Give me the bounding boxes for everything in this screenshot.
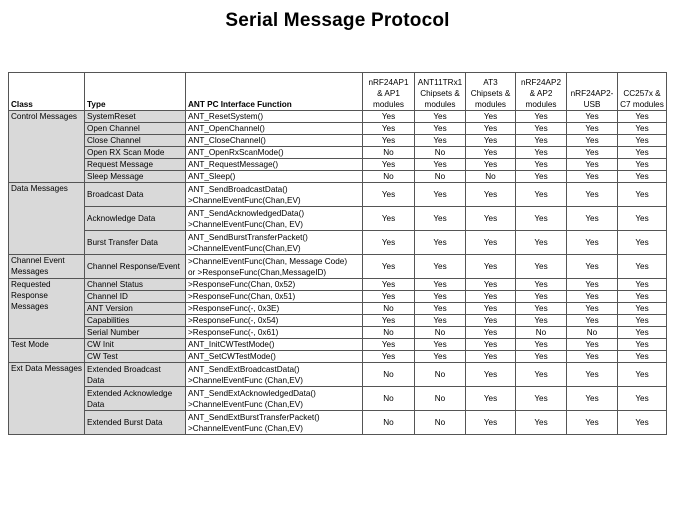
function-line: ANT_SendExtBurstTransferPacket() [188,412,320,422]
function-line: ANT_ResetSystem() [188,112,264,121]
support-cell: Yes [466,123,516,135]
table-row [9,147,667,159]
table-row [9,315,667,327]
type-line: Extended Broadcast [87,364,161,374]
support-cell: Yes [466,183,516,207]
table-row [9,279,667,291]
support-cell: Yes [516,339,567,351]
function-cell [186,159,363,171]
type-cell: Channel Status [85,279,186,291]
function-cell [186,291,363,303]
class-cell: Requested Response Messages [9,279,85,339]
support-cell: Yes [415,255,466,279]
table-row [9,183,667,207]
support-cell: Yes [516,279,567,291]
function-cell [186,315,363,327]
support-cell: Yes [466,327,516,339]
support-cell: Yes [516,231,567,255]
support-cell: Yes [466,387,516,411]
support-cell: No [363,327,415,339]
support-cell: No [415,171,466,183]
support-cell: Yes [618,363,667,387]
type-cell: Request Message [85,159,186,171]
function-line: >ChannelEventFunc (Chan,EV) [188,423,303,433]
function-line: >ChannelEventFunc(Chan, EV) [188,219,303,229]
support-cell: Yes [516,135,567,147]
function-line: ANT_OpenRxScanMode() [188,148,284,157]
support-cell: Yes [618,183,667,207]
support-cell: No [466,171,516,183]
type-cell: Open RX Scan Mode [85,147,186,159]
function-line: >ResponseFunc(Chan, 0x52) [188,280,296,289]
class-cell: Data Messages [9,183,85,255]
function-line: or >ResponseFunc(Chan,MessageID) [188,267,327,277]
support-cell: Yes [466,207,516,231]
table-row [9,123,667,135]
table-row [9,351,667,363]
support-cell: No [363,303,415,315]
table-row [9,327,667,339]
support-cell: Yes [466,351,516,363]
support-cell: Yes [618,315,667,327]
support-cell: Yes [415,351,466,363]
function-cell [186,123,363,135]
support-cell: Yes [567,315,618,327]
class-cell: Ext Data Messages [9,363,85,435]
type-cell: Acknowledge Data [85,207,186,231]
header-module: ANT11TRx1 Chipsets & modules [415,73,466,111]
support-cell: Yes [567,387,618,411]
support-cell: Yes [363,111,415,123]
function-line: >ChannelEventFunc(Chan, Message Code) [188,256,348,266]
support-cell: Yes [516,303,567,315]
header-module: nRF24AP2 & AP2 modules [516,73,567,111]
function-line: >ResponseFunc(-, 0x54) [188,316,279,325]
support-cell: Yes [466,147,516,159]
support-cell: Yes [363,315,415,327]
support-cell: No [415,363,466,387]
table-row [9,171,667,183]
support-cell: Yes [466,111,516,123]
table-row [9,387,667,411]
support-cell: Yes [516,171,567,183]
support-cell: Yes [466,315,516,327]
support-cell: Yes [415,315,466,327]
support-cell: Yes [415,159,466,171]
function-line: >ResponseFunc(Chan, 0x51) [188,292,296,301]
type-cell: CW Init [85,339,186,351]
type-line: Data [87,375,105,385]
support-cell: Yes [466,231,516,255]
table-row [9,207,667,231]
function-line: >ResponseFunc(-, 0x61) [188,328,279,337]
function-line: >ChannelEventFunc(Chan,EV) [188,243,301,253]
support-cell: Yes [516,207,567,231]
support-cell: Yes [363,339,415,351]
support-cell: Yes [415,303,466,315]
support-cell: Yes [618,207,667,231]
support-cell: Yes [567,147,618,159]
function-cell [186,135,363,147]
support-cell: Yes [415,123,466,135]
header-row [9,73,667,111]
support-cell: Yes [618,231,667,255]
header-type: Type [85,73,186,111]
support-cell: Yes [567,363,618,387]
table-row [9,255,667,279]
support-cell: Yes [363,231,415,255]
header-module: CC257x & C7 modules [618,73,667,111]
support-cell: Yes [516,411,567,435]
type-cell: CW Test [85,351,186,363]
support-cell: Yes [415,183,466,207]
class-cell: Channel Event Messages [9,255,85,279]
support-cell: No [415,327,466,339]
support-cell: Yes [567,279,618,291]
support-cell: No [415,387,466,411]
function-line: ANT_SendAcknowledgedData() [188,208,305,218]
support-cell: No [363,171,415,183]
function-line: ANT_SendBurstTransferPacket() [188,232,308,242]
support-cell: Yes [363,207,415,231]
support-cell: Yes [466,135,516,147]
function-line: ANT_InitCWTestMode() [188,340,275,349]
function-cell [186,231,363,255]
support-cell: Yes [516,159,567,171]
function-line: ANT_CloseChannel() [188,136,266,145]
support-cell: Yes [363,123,415,135]
header-module: nRF24AP1 & AP1 modules [363,73,415,111]
support-cell: Yes [516,183,567,207]
support-cell: Yes [618,255,667,279]
table-row [9,159,667,171]
support-cell: Yes [516,123,567,135]
table-row [9,303,667,315]
support-cell: Yes [567,291,618,303]
class-cell: Control Messages [9,111,85,183]
function-line: >ChannelEventFunc (Chan,EV) [188,375,303,385]
support-cell: Yes [618,339,667,351]
function-line: ANT_SendExtBroadcastData() [188,364,300,374]
table-row [9,411,667,435]
function-line: ANT_SendExtAcknowledgedData() [188,388,316,398]
support-cell: Yes [618,411,667,435]
table-row [9,339,667,351]
support-cell: Yes [363,351,415,363]
support-cell: Yes [516,291,567,303]
support-cell: No [415,411,466,435]
function-cell [186,111,363,123]
support-cell: Yes [516,387,567,411]
table-row [9,363,667,387]
type-cell: Broadcast Data [85,183,186,207]
support-cell: Yes [363,183,415,207]
support-cell: No [363,147,415,159]
support-cell: Yes [516,111,567,123]
protocol-table [8,72,667,435]
support-cell: Yes [516,147,567,159]
function-cell [186,207,363,231]
support-cell: Yes [618,387,667,411]
support-cell: Yes [363,255,415,279]
type-cell [85,387,186,411]
function-cell [186,279,363,291]
function-line: ANT_OpenChannel() [188,124,265,133]
function-line: >ResponseFunc(-, 0x3E) [188,304,280,313]
support-cell: Yes [618,123,667,135]
function-cell [186,387,363,411]
function-cell [186,183,363,207]
support-cell: Yes [567,183,618,207]
support-cell: Yes [415,111,466,123]
type-cell: Channel ID [85,291,186,303]
support-cell: Yes [415,339,466,351]
header-module: AT3 Chipsets & modules [466,73,516,111]
function-cell [186,351,363,363]
function-line: ANT_SetCWTestMode() [188,352,276,361]
support-cell: Yes [618,147,667,159]
header-class: Class [9,73,85,111]
support-cell: Yes [466,291,516,303]
support-cell: Yes [567,171,618,183]
support-cell: Yes [618,279,667,291]
support-cell: Yes [567,159,618,171]
support-cell: No [415,147,466,159]
type-cell: ANT Version [85,303,186,315]
type-cell [85,363,186,387]
support-cell: Yes [567,351,618,363]
support-cell: Yes [516,315,567,327]
type-cell: Sleep Message [85,171,186,183]
support-cell: Yes [618,111,667,123]
type-cell: Channel Response/Event [85,255,186,279]
support-cell: Yes [567,255,618,279]
support-cell: Yes [466,363,516,387]
table-row [9,291,667,303]
function-line: ANT_SendBroadcastData() [188,184,288,194]
function-line: >ChannelEventFunc(Chan,EV) [188,195,301,205]
function-cell [186,339,363,351]
type-line: Extended Acknowledge [87,388,173,398]
support-cell: No [516,327,567,339]
support-cell: Yes [567,339,618,351]
type-cell: Close Channel [85,135,186,147]
support-cell: Yes [363,279,415,291]
support-cell: Yes [567,111,618,123]
function-line: ANT_RequestMessage() [188,160,279,169]
support-cell: Yes [415,279,466,291]
header-module: nRF24AP2-USB [567,73,618,111]
support-cell: No [363,411,415,435]
support-cell: Yes [567,411,618,435]
type-cell: Extended Burst Data [85,411,186,435]
support-cell: Yes [516,363,567,387]
support-cell: Yes [618,171,667,183]
support-cell: Yes [618,327,667,339]
support-cell: Yes [415,231,466,255]
function-cell [186,411,363,435]
type-cell: Burst Transfer Data [85,231,186,255]
type-cell: SystemReset [85,111,186,123]
class-cell: Test Mode [9,339,85,363]
table-row [9,111,667,123]
support-cell: Yes [466,303,516,315]
header-function: ANT PC Interface Function [186,73,363,111]
support-cell: Yes [567,207,618,231]
support-cell: Yes [415,291,466,303]
support-cell: Yes [618,303,667,315]
support-cell: Yes [516,255,567,279]
support-cell: No [363,363,415,387]
type-cell: Capabilities [85,315,186,327]
support-cell: No [363,387,415,411]
function-line: ANT_Sleep() [188,172,236,181]
table-row [9,135,667,147]
function-cell [186,303,363,315]
function-line: >ChannelEventFunc (Chan,EV) [188,399,303,409]
support-cell: Yes [466,159,516,171]
table-body [9,111,667,435]
support-cell: Yes [466,279,516,291]
support-cell: Yes [363,159,415,171]
function-cell [186,147,363,159]
function-cell [186,171,363,183]
support-cell: Yes [618,159,667,171]
support-cell: Yes [466,339,516,351]
type-cell: Serial Number [85,327,186,339]
support-cell: Yes [567,123,618,135]
support-cell: Yes [567,303,618,315]
support-cell: Yes [618,291,667,303]
support-cell: Yes [363,135,415,147]
support-cell: Yes [618,135,667,147]
support-cell: Yes [363,291,415,303]
type-line: Data [87,399,105,409]
support-cell: Yes [466,411,516,435]
table-row [9,231,667,255]
function-cell [186,327,363,339]
support-cell: Yes [567,231,618,255]
function-cell [186,255,363,279]
function-cell [186,363,363,387]
page-title: Serial Message Protocol [225,10,450,31]
support-cell: Yes [415,135,466,147]
support-cell: Yes [415,207,466,231]
support-cell: No [567,327,618,339]
support-cell: Yes [466,255,516,279]
type-cell: Open Channel [85,123,186,135]
support-cell: Yes [516,351,567,363]
support-cell: Yes [567,135,618,147]
support-cell: Yes [618,351,667,363]
